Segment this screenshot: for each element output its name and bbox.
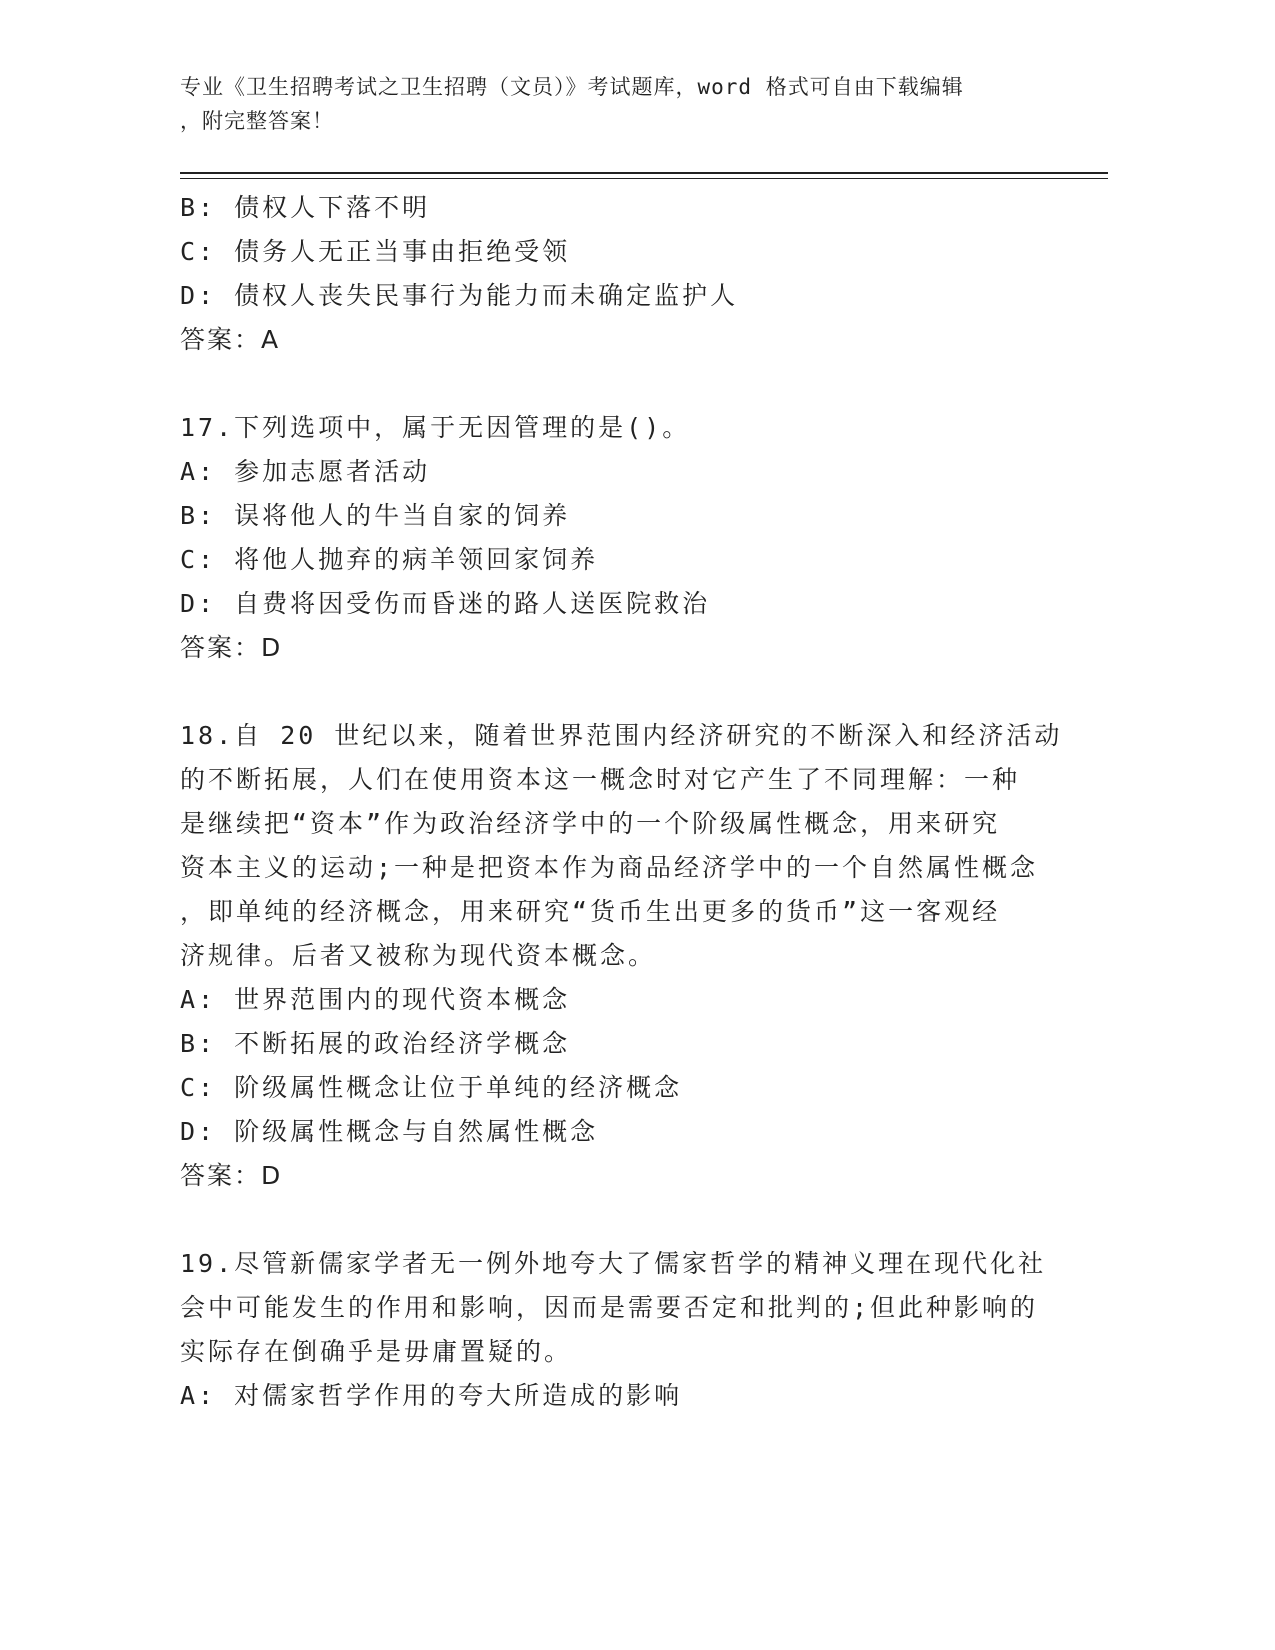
- page-header: [180, 70, 1060, 138]
- option-b: B: 债权人下落不明: [180, 193, 431, 222]
- answer: 答案：A: [180, 325, 281, 354]
- question-stem-line: 是继续把“资本”作为政治经济学中的一个阶级属性概念，用来研究: [180, 809, 1001, 838]
- spacer: [180, 1198, 1060, 1242]
- question-stem-line: 18.自 20 世纪以来，随着世界范围内经济研究的不断深入和经济活动: [180, 721, 1063, 750]
- question-stem: 17.下列选项中，属于无因管理的是()。: [180, 413, 691, 442]
- option-d: D: 自费将因受伤而昏迷的路人送医院救治: [180, 589, 711, 618]
- option-c: C: 债务人无正当事由拒绝受领: [180, 237, 571, 266]
- spacer: [180, 362, 1060, 406]
- spacer: [180, 670, 1060, 714]
- question-stem-line: 济规律。后者又被称为现代资本概念。: [180, 941, 657, 970]
- answer: 答案：D: [180, 633, 283, 662]
- question-18: [180, 714, 1063, 1198]
- question-stem-line: 的不断拓展，人们在使用资本这一概念时对它产生了不同理解：一种: [180, 765, 1021, 794]
- question-stem-line: 19.尽管新儒家学者无一例外地夸大了儒家哲学的精神义理在现代化社: [180, 1249, 1047, 1278]
- question-list: [180, 186, 1063, 1418]
- option-c: C: 阶级属性概念让位于单纯的经济概念: [180, 1073, 683, 1102]
- option-d: D: 阶级属性概念与自然属性概念: [180, 1117, 599, 1146]
- header-line-2: ，附完整答案！: [180, 109, 334, 133]
- option-a: A: 参加志愿者活动: [180, 457, 431, 486]
- option-d: D: 债权人丧失民事行为能力而未确定监护人: [180, 281, 739, 310]
- header-divider-thin: [180, 178, 1108, 179]
- answer: 答案：D: [180, 1161, 283, 1190]
- question-stem-line: 会中可能发生的作用和影响，因而是需要否定和批判的;但此种影响的: [180, 1293, 1039, 1322]
- question-stem-line: 资本主义的运动;一种是把资本作为商品经济学中的一个自然属性概念: [180, 853, 1039, 882]
- option-a: A: 对儒家哲学作用的夸大所造成的影响: [180, 1381, 683, 1410]
- option-b: B: 不断拓展的政治经济学概念: [180, 1029, 571, 1058]
- question-19: [180, 1242, 1060, 1418]
- question-stem-line: ，即单纯的经济概念，用来研究“货币生出更多的货币”这一客观经: [180, 897, 1001, 926]
- option-a: A: 世界范围内的现代资本概念: [180, 985, 571, 1014]
- question-17: [180, 406, 1060, 670]
- question-stem-line: 实际存在倒确乎是毋庸置疑的。: [180, 1337, 573, 1366]
- option-c: C: 将他人抛弃的病羊领回家饲养: [180, 545, 599, 574]
- header-divider-thick: [180, 172, 1108, 174]
- header-line-1: 专业《卫生招聘考试之卫生招聘（文员）》考试题库，word 格式可自由下载编辑: [180, 75, 964, 99]
- question-16: [180, 186, 1060, 362]
- option-b: B: 误将他人的牛当自家的饲养: [180, 501, 571, 530]
